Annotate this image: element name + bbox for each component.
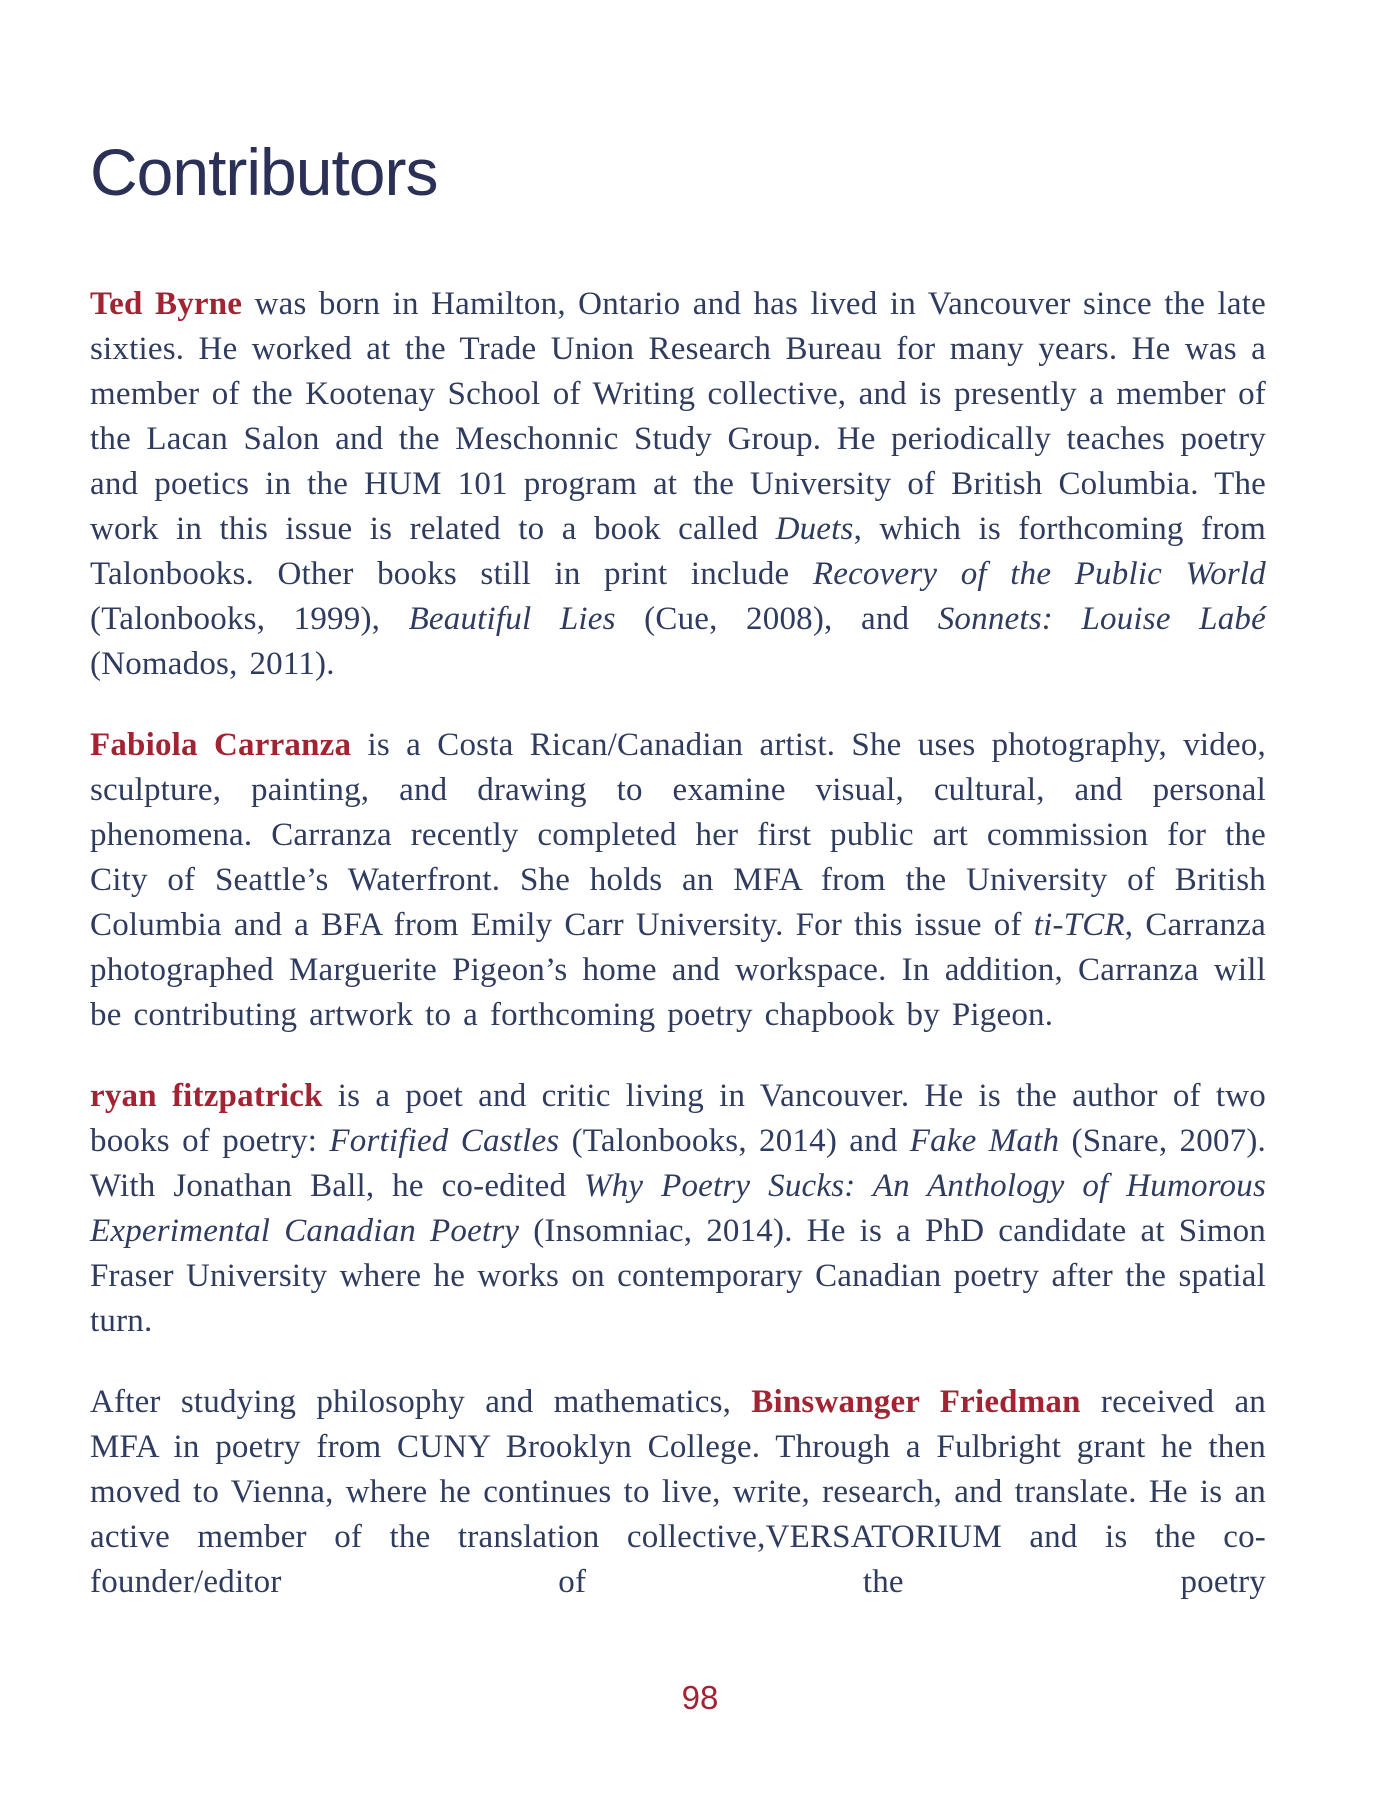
contributor-paragraph (90, 723, 1266, 1038)
body-text: , which is forthcoming from Talonbooks. Other books still in print include (90, 511, 1266, 592)
body-text: After studying philosophy and mathematics, (90, 1384, 752, 1420)
body-text: is a poet and critic living in Vancouver. He is the author of two books of poetry: (90, 1078, 1266, 1159)
work-title: Sonnets: Louise Labé (937, 601, 1266, 637)
contributor-name: Binswanger Friedman (751, 1384, 1081, 1420)
body-text: , Carranza photographed Marguerite Pigeon’s home and workspace. In addition, Carranza will be contributing artwork to a forthcoming poetry chapbook by Pigeon. (90, 907, 1266, 1033)
work-title: Fortified Castles (329, 1123, 560, 1159)
work-title: Fake Math (909, 1123, 1060, 1159)
contributor-name: Ted Byrne (90, 286, 243, 322)
page-number: 98 (681, 1679, 719, 1716)
body-text: (Snare, 2007). With Jonathan Ball, he co-edited (90, 1123, 1266, 1204)
contributors-list (90, 282, 1266, 1641)
body-text: (Talonbooks, 1999), (90, 601, 409, 637)
body-text: (Nomados, 2011). (90, 646, 335, 682)
body-text: received an MFA in poetry from CUNY Brooklyn College. Through a Fulbright grant he then moved to Vienna, where he continues to live, write, research, and translate. He is an active member of the translation collective,VERSATORIUM and is the co-founder/editor of the poetry (90, 1384, 1266, 1600)
contributor-paragraph (90, 1380, 1266, 1605)
contributor-paragraph (90, 1074, 1266, 1344)
body-text: was born in Hamilton, Ontario and has lived in Vancouver since the late sixties. He worked at the Trade Union Research Bureau for many years. He was a member of the Kootenay School of Writing collective, and is presently a member of the Lacan Salon and the Meschonnic Study Group. He periodically teaches poetry and poetics in the HUM 101 program at the University of British Columbia. The work in this issue is related to a book called (90, 286, 1266, 547)
work-title: Recovery of the Public World (812, 556, 1266, 592)
contributor-name: Fabiola Carranza (90, 727, 352, 763)
work-title: Duets (775, 511, 854, 547)
contributor-paragraph (90, 282, 1266, 687)
body-text: (Talonbooks, 2014) and (559, 1123, 910, 1159)
page-title: Contributors (90, 135, 438, 209)
contributor-name: ryan fitzpatrick (90, 1078, 323, 1114)
body-text: (Cue, 2008), and (615, 601, 938, 637)
work-title: Beautiful Lies (408, 601, 616, 637)
work-title: Why Poetry Sucks: An Anthology of Humorous Experimental Canadian Poetry (90, 1168, 1266, 1249)
body-text: (Insomniac, 2014). He is a PhD candidate at Simon Fraser University where he works on contemporary Canadian poetry after the spatial turn. (90, 1213, 1266, 1339)
body-text: is a Costa Rican/Canadian artist. She uses photography, video, sculpture, painting, and drawing to examine visual, cultural, and personal phenomena. Carranza recently completed her first public art commission for the City of Seattle’s Waterfront. She holds an MFA from the University of British Columbia and a BFA from Emily Carr University. For this issue of (90, 727, 1266, 943)
work-title: ti-TCR (1033, 907, 1125, 943)
